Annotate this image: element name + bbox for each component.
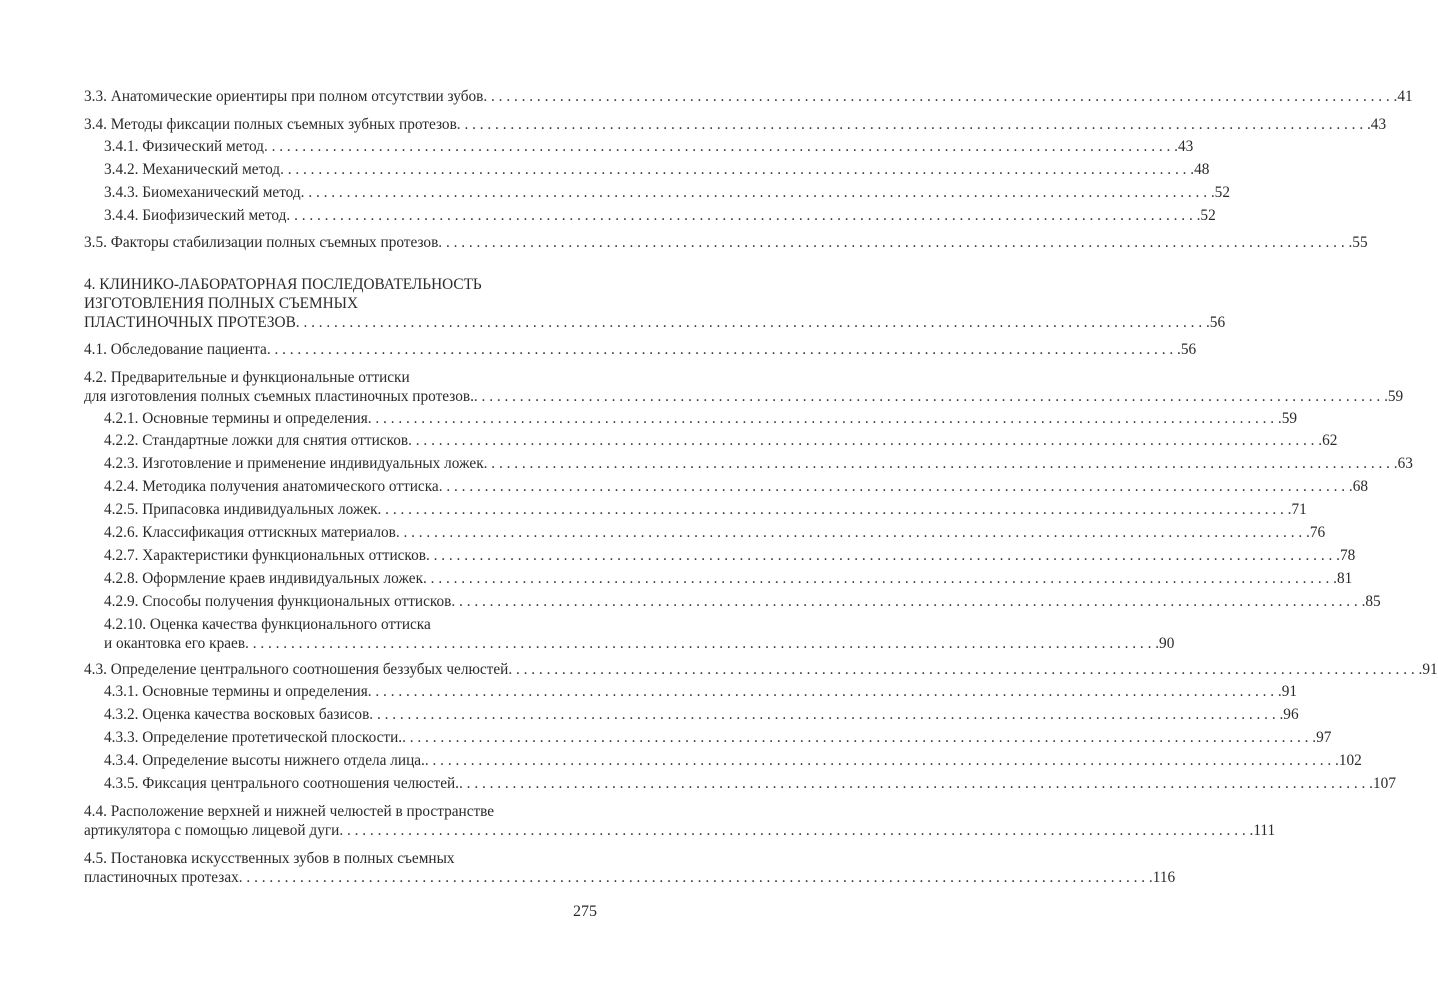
dot-leader: . . . . . . . . . . . . . . . . . . . . . . . . . . . . . . . . . . . . . . . . . . . . . . . . . . . . . . . . . . . . . . . . . . . . . . . . . . . . . . . . . . . . . . . . . . . . . . . . . . . . . . . . . . . . . . . . . . . . . . . . (425, 547, 1340, 564)
dot-leader: . . . . . . . . . . . . . . . . . . . . . . . . . . . . . . . . . . . . . . . . . . . . . . . . . . . . . . . . . . . . . . . . . . . . . . . . . . . . . . . . . . . . . . . . . . . . . . . . . . . . . . . . . . . . . . . . . . . . . . . . (456, 116, 1371, 133)
toc-entry-row (104, 206, 1216, 225)
dot-leader: . . . . . . . . . . . . . . . . . . . . . . . . . . . . . . . . . . . . . . . . . . . . . . . . . . . . . . . . . . . . . . . . . . . . . . . . . . . . . . . . . . . . . . . . . . . . . . . . . . . . . . . . . . . . . . . . . . . . . . . . (473, 388, 1388, 405)
toc-entry (84, 115, 1387, 134)
toc-entry (104, 615, 1175, 653)
toc-entry (104, 409, 1298, 428)
toc-entry-title-line: 4.5. Постановка искусственных зубов в полных съемных (84, 850, 455, 867)
toc-entry-row (84, 821, 1276, 840)
dot-leader: . . . . . . . . . . . . . . . . . . . . . . . . . . . . . . . . . . . . . . . . . . . . . . . . . . . . . . . . . . . . . . . . . . . . . . . . . . . . . . . . . . . . . . . . . . . . . . . . . . . . . . . . . . . . . . . . . . . . . . . . (377, 501, 1292, 518)
toc-entry (104, 728, 1332, 747)
toc-entry-page: 90 (1159, 635, 1175, 652)
toc-entry (104, 137, 1194, 156)
toc-entry-row (84, 87, 1413, 106)
toc-entry (104, 682, 1298, 701)
dot-leader: . . . . . . . . . . . . . . . . . . . . . . . . . . . . . . . . . . . . . . . . . . . . . . . . . . . . . . . . . . . . . . . . . . . . . . . . . . . . . . . . . . . . . . . . . . . . . . . . . . . . . . . . . . . . . . . . . . . . . . . . (369, 706, 1284, 723)
toc-entry (104, 546, 1356, 565)
toc-entry-row (84, 868, 1176, 887)
dot-leader: . . . . . . . . . . . . . . . . . . . . . . . . . . . . . . . . . . . . . . . . . . . . . . . . . . . . . . . . . . . . . . . . . . . . . . . . . . . . . . . . . . . . . . . . . . . . . . . . . . . . . . . . . . . . . . . . . . . . . . . . (395, 524, 1310, 541)
dot-leader: . . . . . . . . . . . . . . . . . . . . . . . . . . . . . . . . . . . . . . . . . . . . . . . . . . . . . . . . . . . . . . . . . . . . . . . . . . . . . . . . . . . . . . . . . . . . . . . . . . . . . . . . . . . . . . . . . . . . . . . . (367, 683, 1282, 700)
dot-leader: . . . . . . . . . . . . . . . . . . . . . . . . . . . . . . . . . . . . . . . . . . . . . . . . . . . . . . . . . . . . . . . . . . . . . . . . . . . . . . . . . . . . . . . . . . . . . . . . . . . . . . . . . . . . . . . . . . . . . . . . (286, 207, 1201, 224)
dot-leader: . . . . . . . . . . . . . . . . . . . . . . . . . . . . . . . . . . . . . . . . . . . . . . . . . . . . . . . . . . . . . . . . . . . . . . . . . . . . . . . . . . . . . . . . . . . . . . . . . . . . . . . . . . . . . . . . . . . . . . . . (402, 729, 1317, 746)
dot-leader: . . . . . . . . . . . . . . . . . . . . . . . . . . . . . . . . . . . . . . . . . . . . . . . . . . . . . . . . . . . . . . . . . . . . . . . . . . . . . . . . . . . . . . . . . . . . . . . . . . . . . . . . . . . . . . . . . . . . . . . . (300, 184, 1215, 201)
toc-entry-page: 43 (1177, 138, 1194, 155)
toc-entry (104, 431, 1338, 450)
toc-entry (84, 275, 1226, 332)
toc-entry-row (84, 387, 1404, 406)
toc-entry-page: 48 (1194, 161, 1210, 178)
toc-entry-title: 3.3. Анатомические ориентиры при полном отсутствии зубов (84, 88, 484, 105)
toc-entry-page: 111 (1253, 822, 1276, 839)
dot-leader: . . . . . . . . . . . . . . . . . . . . . . . . . . . . . . . . . . . . . . . . . . . . . . . . . . . . . . . . . . . . . . . . . . . . . . . . . . . . . . . . . . . . . . . . . . . . . . . . . . . . . . . . . . . . . . . . . . . . . . . . (280, 161, 1195, 178)
dot-leader: . . . . . . . . . . . . . . . . . . . . . . . . . . . . . . . . . . . . . . . . . . . . . . . . . . . . . . . . . . . . . . . . . . . . . . . . . . . . . . . . . . . . . . . . . . . . . . . . . . . . . . . . . . . . . . . . . . . . . . . . (263, 138, 1178, 155)
toc-entry-page: 59 (1387, 388, 1404, 405)
dot-leader: . . . . . . . . . . . . . . . . . . . . . . . . . . . . . . . . . . . . . . . . . . . . . . . . . . . . . . . . . . . . . . . . . . . . . . . . . . . . . . . . . . . . . . . . . . . . . . . . . . . . . . . . . . . . . . . . . . . . . . . . (266, 341, 1181, 358)
toc-entry-page: 107 (1373, 775, 1396, 792)
toc-entry-page: 81 (1337, 570, 1353, 587)
toc-entry-title-line: 4.4. Расположение верхней и нижней челюстей в пространстве (84, 803, 495, 820)
toc-entry-row (104, 137, 1194, 156)
toc-entry-title: 4.2.1. Основные термины и определения (104, 410, 368, 427)
toc-entry-title: 4.2.8. Оформление краев индивидуальных ложек (104, 570, 424, 587)
toc-entry-title: пластиночных протезах (84, 869, 239, 886)
toc-entry-page: 56 (1209, 314, 1226, 331)
toc-entry-title: 3.4.1. Физический метод (104, 138, 264, 155)
dot-leader: . . . . . . . . . . . . . . . . . . . . . . . . . . . . . . . . . . . . . . . . . . . . . . . . . . . . . . . . . . . . . . . . . . . . . . . . . . . . . . . . . . . . . . . . . . . . . . . . . . . . . . . . . . . . . . . . . . . . . . . . (408, 432, 1323, 449)
toc-entry-page: 41 (1397, 88, 1413, 105)
toc-entry (104, 751, 1362, 770)
dot-leader: . . . . . . . . . . . . . . . . . . . . . . . . . . . . . . . . . . . . . . . . . . . . . . . . . . . . . . . . . . . . . . . . . . . . . . . . . . . . . . . . . . . . . . . . . . . . . . . . . . . . . . . . . . . . . . . . . . . . . . . . (424, 752, 1339, 769)
toc-entry-page: 59 (1281, 410, 1298, 427)
toc-entry-page: 91 (1422, 661, 1438, 678)
dot-leader: . . . . . . . . . . . . . . . . . . . . . . . . . . . . . . . . . . . . . . . . . . . . . . . . . . . . . . . . . . . . . . . . . . . . . . . . . . . . . . . . . . . . . . . . . . . . . . . . . . . . . . . . . . . . . . . . . . . . . . . . (295, 314, 1210, 331)
toc-entry-title: 4.3.4. Определение высоты нижнего отдела лица. (104, 752, 425, 769)
toc-entry-row (104, 569, 1353, 588)
dot-leader: . . . . . . . . . . . . . . . . . . . . . . . . . . . . . . . . . . . . . . . . . . . . . . . . . . . . . . . . . . . . . . . . . . . . . . . . . . . . . . . . . . . . . . . . . . . . . . . . . . . . . . . . . . . . . . . . . . . . . . . . (483, 88, 1398, 105)
toc-entry-row (104, 774, 1396, 793)
dot-leader: . . . . . . . . . . . . . . . . . . . . . . . . . . . . . . . . . . . . . . . . . . . . . . . . . . . . . . . . . . . . . . . . . . . . . . . . . . . . . . . . . . . . . . . . . . . . . . . . . . . . . . . . . . . . . . . . . . . . . . . . (245, 635, 1160, 652)
toc-entry (84, 802, 1276, 840)
toc-entry-page: 97 (1316, 729, 1332, 746)
toc-entry-row (104, 728, 1332, 747)
toc-entry-row (104, 592, 1381, 611)
toc-entry-row (104, 500, 1307, 519)
toc-entry (104, 592, 1381, 611)
toc-entry-row (104, 454, 1413, 473)
toc-entry-page: 85 (1365, 593, 1381, 610)
toc-entry-page: 52 (1200, 207, 1216, 224)
toc-entry-page: 96 (1283, 706, 1299, 723)
toc-entry-page: 76 (1309, 524, 1326, 541)
toc-entry (104, 705, 1299, 724)
toc-entry-title: 4.1. Обследование пациента (84, 341, 267, 358)
toc-entry-row (84, 115, 1387, 134)
toc-entry-row (104, 634, 1175, 653)
toc-entry-row (104, 705, 1299, 724)
toc-entry (104, 206, 1216, 225)
toc-entry (104, 523, 1326, 542)
toc-entry-title: и окантовка его краев (104, 635, 246, 652)
toc-entry-page: 43 (1370, 116, 1387, 133)
toc-entry-title-line: 4.2. Предварительные и функциональные оттиски (84, 369, 410, 386)
toc-entry-title: 4.3. Определение центрального соотношения беззубых челюстей (84, 661, 509, 678)
dot-leader: . . . . . . . . . . . . . . . . . . . . . . . . . . . . . . . . . . . . . . . . . . . . . . . . . . . . . . . . . . . . . . . . . . . . . . . . . . . . . . . . . . . . . . . . . . . . . . . . . . . . . . . . . . . . . . . . . . . . . . . . (451, 593, 1366, 610)
dot-leader: . . . . . . . . . . . . . . . . . . . . . . . . . . . . . . . . . . . . . . . . . . . . . . . . . . . . . . . . . . . . . . . . . . . . . . . . . . . . . . . . . . . . . . . . . . . . . . . . . . . . . . . . . . . . . . . . . . . . . . . . (459, 775, 1374, 792)
toc-entry-title: 3.4. Методы фиксации полных съемных зубных протезов (84, 116, 457, 133)
dot-leader: . . . . . . . . . . . . . . . . . . . . . . . . . . . . . . . . . . . . . . . . . . . . . . . . . . . . . . . . . . . . . . . . . . . . . . . . . . . . . . . . . . . . . . . . . . . . . . . . . . . . . . . . . . . . . . . . . . . . . . . . (423, 570, 1338, 587)
toc-entry (84, 368, 1404, 406)
toc-entry (84, 660, 1438, 679)
toc-entry-page: 102 (1338, 752, 1362, 769)
toc-entry-page: 68 (1352, 478, 1369, 495)
toc-entry-row (84, 660, 1438, 679)
toc-entry-row (104, 523, 1326, 542)
toc-entry (104, 454, 1413, 473)
toc-entry-row (104, 183, 1230, 202)
toc-entry-row (104, 477, 1369, 496)
toc-entry-title: 4.2.9. Способы получения функциональных оттисков (104, 593, 452, 610)
toc-entry-title: 3.4.3. Биомеханический метод (104, 184, 301, 201)
toc-entry-title-line: 4.2.10. Оценка качества функционального оттиска (104, 616, 431, 633)
toc-entry-row (104, 682, 1298, 701)
page-number: 275 (573, 903, 597, 920)
toc-entry-title: для изготовления полных съемных пластиночных протезов. (84, 388, 474, 405)
toc-entry (104, 477, 1369, 496)
toc-entry-title: 3.4.2. Механический метод (104, 161, 281, 178)
toc-entry-title: 4.2.7. Характеристики функциональных оттисков (104, 547, 426, 564)
toc-entry-title: 4.3.1. Основные термины и определения (104, 683, 368, 700)
dot-leader: . . . . . . . . . . . . . . . . . . . . . . . . . . . . . . . . . . . . . . . . . . . . . . . . . . . . . . . . . . . . . . . . . . . . . . . . . . . . . . . . . . . . . . . . . . . . . . . . . . . . . . . . . . . . . . . . . . . . . . . . (483, 455, 1398, 472)
toc-entry-title: 4.2.2. Стандартные ложки для снятия оттисков (104, 432, 409, 449)
toc-entry-title: 4.3.5. Фиксация центрального соотношения челюстей. (104, 775, 460, 792)
toc-entry (84, 849, 1176, 887)
toc-entry-row (84, 340, 1197, 359)
toc-entry-row (104, 160, 1210, 179)
toc-entry-page: 62 (1322, 432, 1338, 449)
toc-entry-title: ПЛАСТИНОЧНЫХ ПРОТЕЗОВ (84, 314, 296, 331)
toc-entry-title: 4.3.2. Оценка качества восковых базисов (104, 706, 370, 723)
toc-entry-row (84, 233, 1368, 252)
toc-entry-row (104, 751, 1362, 770)
toc-entry-title: 3.5. Факторы стабилизации полных съемных протезов (84, 234, 439, 251)
dot-leader: . . . . . . . . . . . . . . . . . . . . . . . . . . . . . . . . . . . . . . . . . . . . . . . . . . . . . . . . . . . . . . . . . . . . . . . . . . . . . . . . . . . . . . . . . . . . . . . . . . . . . . . . . . . . . . . . . . . . . . . . (438, 478, 1353, 495)
toc-entry (84, 340, 1197, 359)
toc-entry-row (104, 431, 1338, 450)
toc-entry-title: 4.2.6. Классификация оттискных материалов (104, 524, 396, 541)
toc-entry (104, 160, 1210, 179)
toc-entry-page: 56 (1180, 341, 1197, 358)
toc-entry-page: 52 (1214, 184, 1230, 201)
toc-entry-row (104, 409, 1298, 428)
toc-entry-title: артикулятора с помощью лицевой дуги (84, 822, 340, 839)
toc-entry (84, 233, 1368, 252)
dot-leader: . . . . . . . . . . . . . . . . . . . . . . . . . . . . . . . . . . . . . . . . . . . . . . . . . . . . . . . . . . . . . . . . . . . . . . . . . . . . . . . . . . . . . . . . . . . . . . . . . . . . . . . . . . . . . . . . . . . . . . . . (238, 869, 1153, 886)
dot-leader: . . . . . . . . . . . . . . . . . . . . . . . . . . . . . . . . . . . . . . . . . . . . . . . . . . . . . . . . . . . . . . . . . . . . . . . . . . . . . . . . . . . . . . . . . . . . . . . . . . . . . . . . . . . . . . . . . . . . . . . . (339, 822, 1254, 839)
toc-entry-title: 4.3.3. Определение протетической плоскости. (104, 729, 403, 746)
toc-entry (104, 183, 1230, 202)
toc-entry-page: 63 (1397, 455, 1413, 472)
toc-entry (104, 569, 1353, 588)
toc-entry-page: 78 (1339, 547, 1356, 564)
dot-leader: . . . . . . . . . . . . . . . . . . . . . . . . . . . . . . . . . . . . . . . . . . . . . . . . . . . . . . . . . . . . . . . . . . . . . . . . . . . . . . . . . . . . . . . . . . . . . . . . . . . . . . . . . . . . . . . . . . . . . . . . (438, 234, 1353, 251)
toc-entry (84, 87, 1413, 106)
toc-entry-page: 116 (1152, 869, 1176, 886)
toc-entry-title: 4.2.3. Изготовление и применение индивидуальных ложек (104, 455, 484, 472)
toc-entry-page: 55 (1352, 234, 1368, 251)
toc-entry-row (104, 546, 1356, 565)
toc-entry-page: 91 (1281, 683, 1298, 700)
toc-entry-title: 4.2.4. Методика получения анатомического оттиска (104, 478, 439, 495)
dot-leader: . . . . . . . . . . . . . . . . . . . . . . . . . . . . . . . . . . . . . . . . . . . . . . . . . . . . . . . . . . . . . . . . . . . . . . . . . . . . . . . . . . . . . . . . . . . . . . . . . . . . . . . . . . . . . . . . . . . . . . . . (508, 661, 1423, 678)
toc-entry-title: 4.2.5. Припасовка индивидуальных ложек (104, 501, 378, 518)
toc-entry (104, 500, 1307, 519)
toc-entry-title-line: ИЗГОТОВЛЕНИЯ ПОЛНЫХ СЪЕМНЫХ (84, 295, 359, 312)
dot-leader: . . . . . . . . . . . . . . . . . . . . . . . . . . . . . . . . . . . . . . . . . . . . . . . . . . . . . . . . . . . . . . . . . . . . . . . . . . . . . . . . . . . . . . . . . . . . . . . . . . . . . . . . . . . . . . . . . . . . . . . . (367, 410, 1282, 427)
toc-entry-title-line: 4. КЛИНИКО-ЛАБОРАТОРНАЯ ПОСЛЕДОВАТЕЛЬНОСТЬ (84, 276, 482, 293)
toc-entry-title: 3.4.4. Биофизический метод (104, 207, 287, 224)
toc-entry-page: 71 (1291, 501, 1307, 518)
toc-entry (104, 774, 1396, 793)
toc-entry-row (84, 313, 1226, 332)
